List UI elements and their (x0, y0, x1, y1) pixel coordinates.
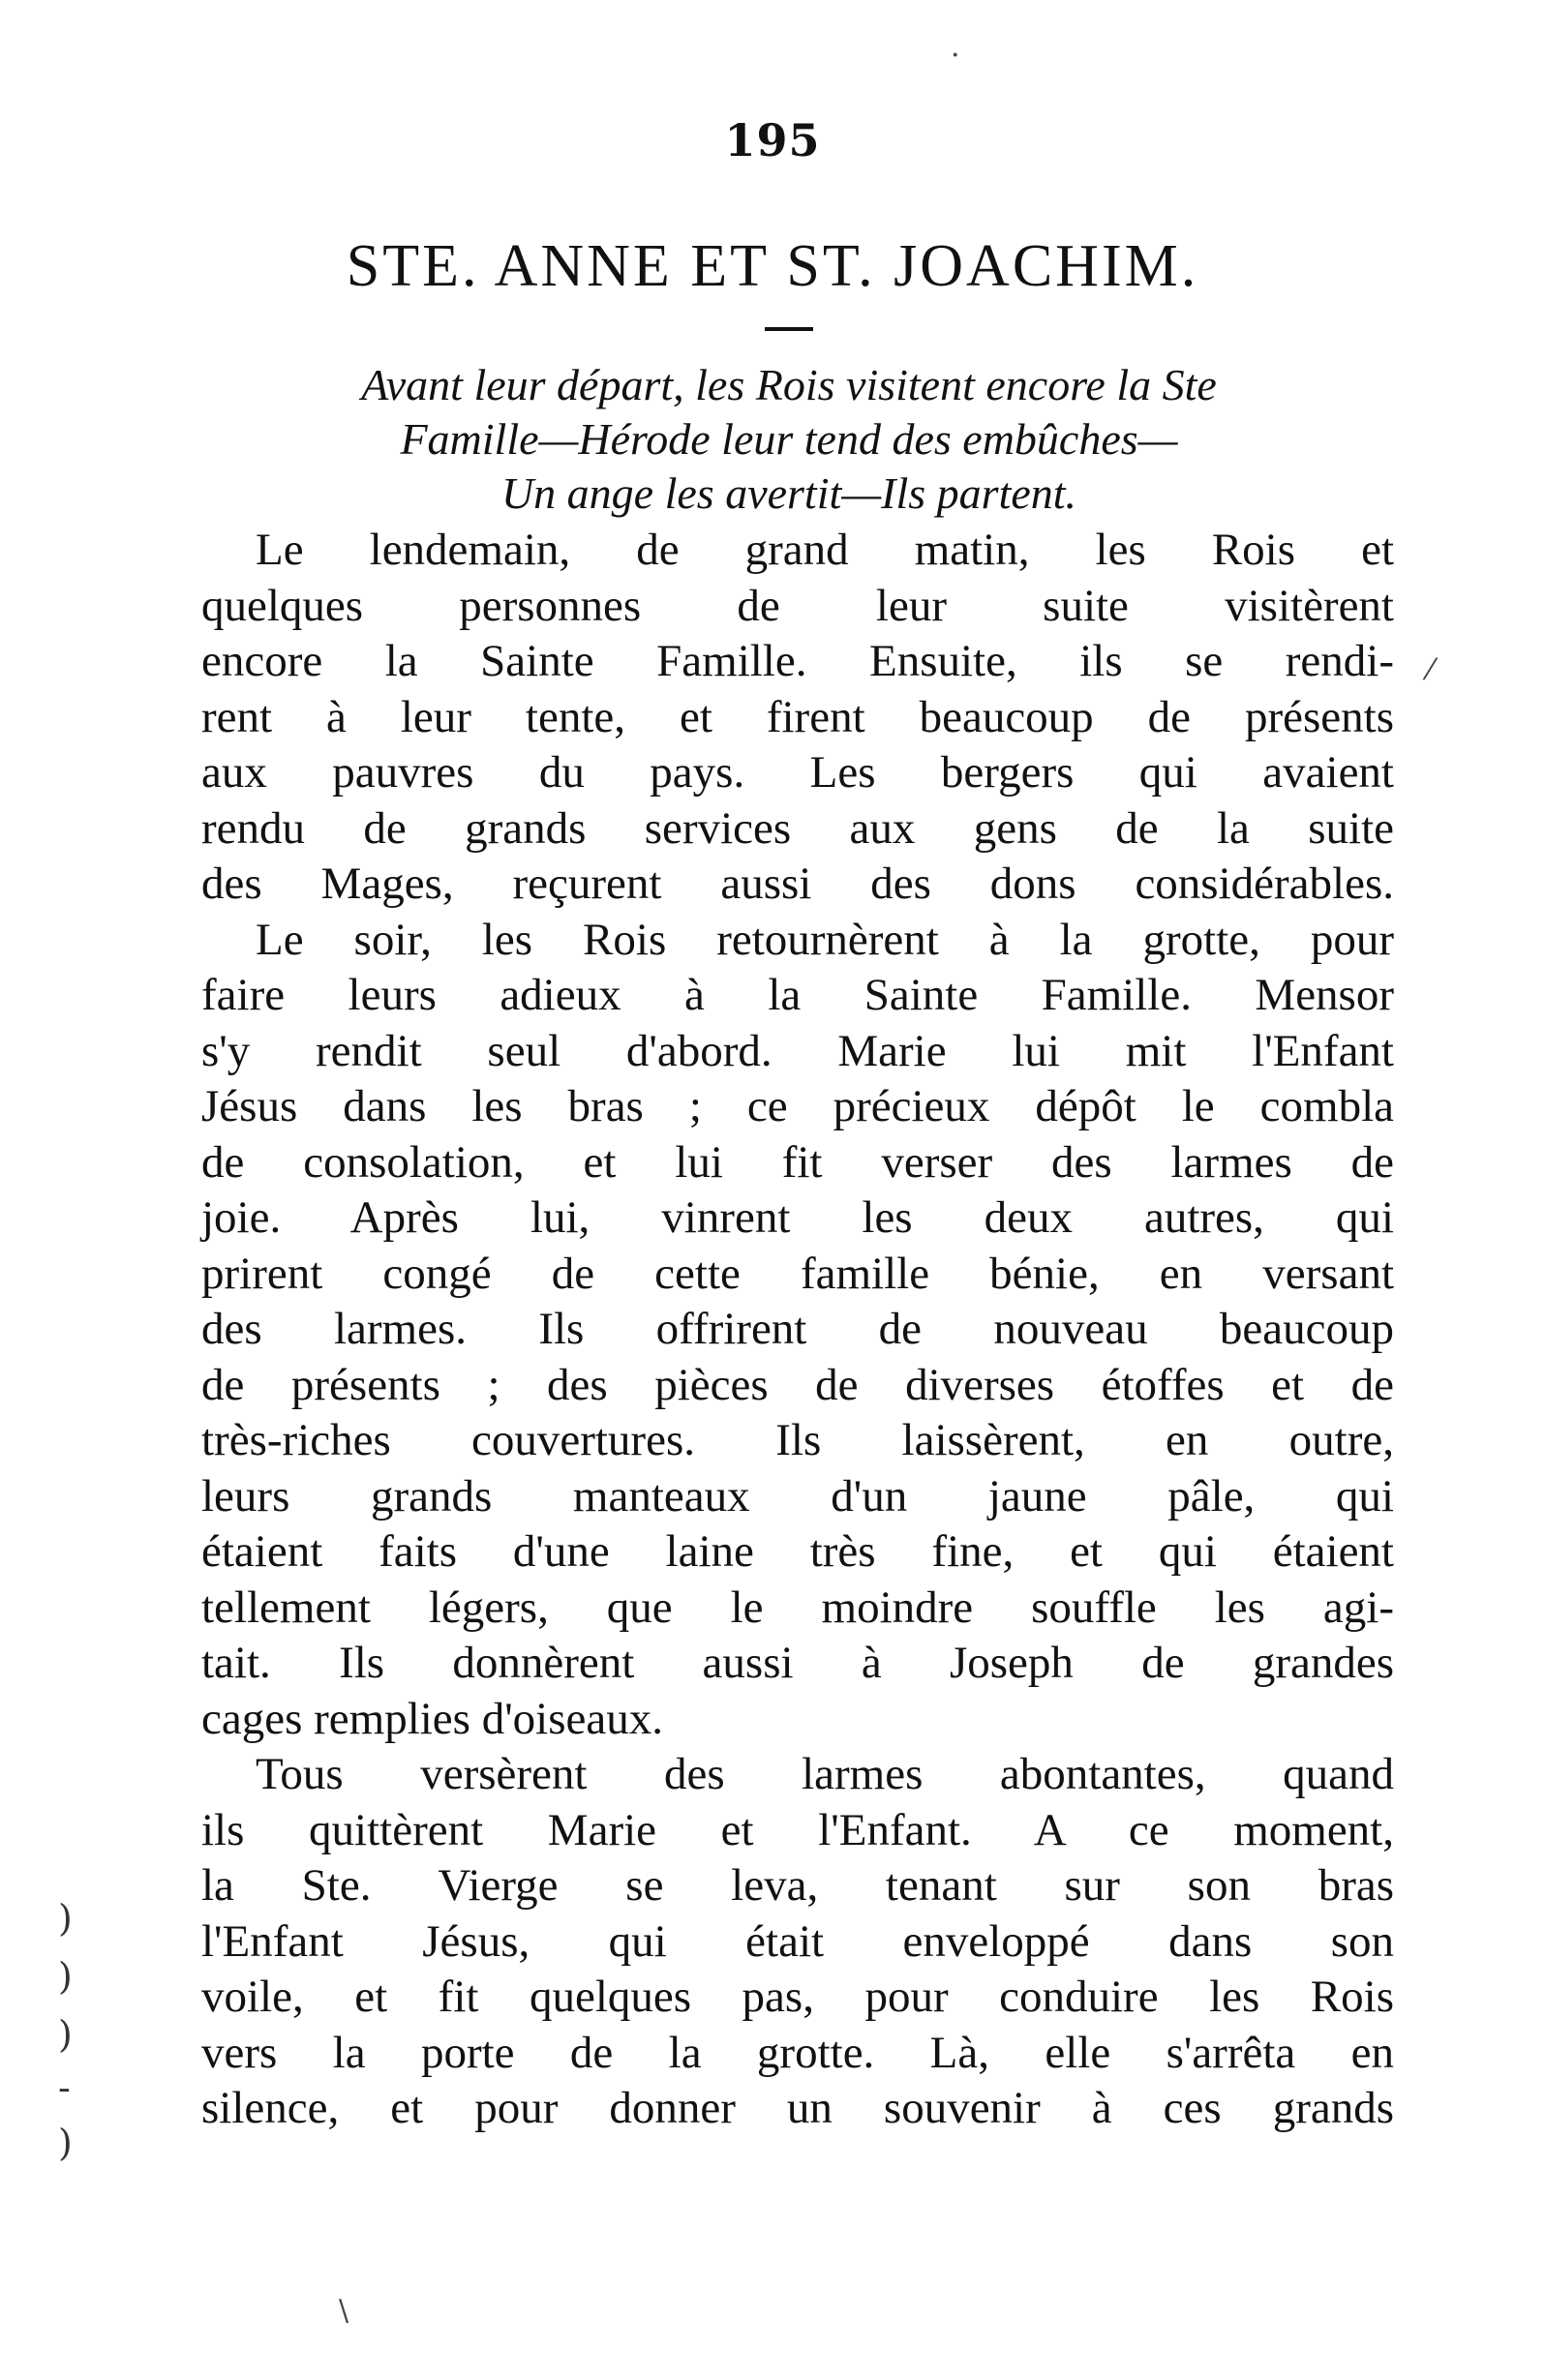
text-line: tellement légers, que le moindre souffle les agi- (201, 1582, 1394, 1633)
paragraph (201, 1747, 1394, 2137)
paragraph (201, 523, 1394, 913)
text-line: Jésus dans les bras ; ce précieux dépôt le combla (201, 1081, 1394, 1131)
text-line: leurs grands manteaux d'un jaune pâle, qui (201, 1470, 1394, 1521)
text-line: de présents ; des pièces de diverses étoffes et de (201, 1359, 1394, 1410)
title-divider (765, 327, 813, 331)
gutter-mark: ) (58, 1897, 73, 1940)
text-line: encore la Sainte Famille. Ensuite, ils se rendi- (201, 636, 1394, 686)
text-line: des Mages, reçurent aussi des dons considérables. (201, 859, 1394, 909)
text-line: cages remplies d'oiseaux. (201, 1693, 663, 1744)
text-line: l'Enfant Jésus, qui était enveloppé dans son (201, 1915, 1394, 1967)
scan-speck: · (951, 39, 960, 73)
gutter-mark: ) (58, 1955, 73, 1998)
gutter-mark: ) (58, 2122, 73, 2164)
text-line: prirent congé de cette famille bénie, en versant (201, 1248, 1394, 1299)
text-line: Le lendemain, de grand matin, les Rois et (256, 525, 1394, 575)
text-line: très-riches couvertures. Ils laissèrent, en outre, (201, 1415, 1394, 1465)
body-text (201, 523, 1394, 2137)
text-line: rent à leur tente, et firent beaucoup de présents (201, 691, 1394, 742)
text-line: rendu de grands services aux gens de la suite (201, 802, 1394, 854)
chapter-title: STE. ANNE ET ST. JOACHIM. (346, 233, 1199, 299)
paragraph (201, 913, 1394, 1748)
gutter-marks (58, 1897, 87, 2168)
page-number: 195 (724, 114, 821, 166)
summary-line: Famille—Hérode leur tend des embûches— (400, 414, 1178, 464)
text-line: vers la porte de la grotte. Là, elle s'arrêta en (201, 2027, 1394, 2078)
text-line: silence, et pour donner un souvenir à ces grands (201, 2083, 1394, 2133)
chapter-summary (194, 358, 1384, 521)
text-line: quelques personnes de leur suite visitèrent (201, 580, 1394, 631)
text-line: des larmes. Ils offrirent de nouveau beaucoup (201, 1304, 1394, 1354)
summary-line: Avant leur départ, les Rois visitent encore la Ste (361, 360, 1217, 409)
text-line: étaient faits d'une laine très fine, et qui étaient (201, 1526, 1394, 1577)
scan-speck: \ (339, 2294, 349, 2328)
scan-speck: ⁄ (1428, 653, 1434, 687)
text-line: de consolation, et lui fit verser des larmes de (201, 1136, 1394, 1188)
text-line: faire leurs adieux à la Sainte Famille. Mensor (201, 970, 1394, 1020)
text-line: s'y rendit seul d'abord. Marie lui mit l'Enfant (201, 1025, 1394, 1076)
text-line: ils quittèrent Marie et l'Enfant. A ce moment, (201, 1804, 1394, 1855)
text-line: voile, et fit quelques pas, pour conduire les Rois (201, 1972, 1394, 2022)
text-line: tait. Ils donnèrent aussi à Joseph de grandes (201, 1638, 1394, 1688)
gutter-mark: ) (58, 2013, 73, 2056)
text-line: Tous versèrent des larmes abontantes, quand (256, 1749, 1394, 1799)
text-line: aux pauvres du pays. Les bergers qui avaient (201, 747, 1394, 798)
summary-line: Un ange les avertit—Ils partent. (500, 468, 1077, 518)
text-line: la Ste. Vierge se leva, tenant sur son bras (201, 1860, 1394, 1911)
gutter-mark: - (58, 2066, 71, 2109)
text-line: Le soir, les Rois retournèrent à la grotte, pour (256, 914, 1394, 965)
text-line: joie. Après lui, vinrent les deux autres, qui (201, 1192, 1394, 1243)
